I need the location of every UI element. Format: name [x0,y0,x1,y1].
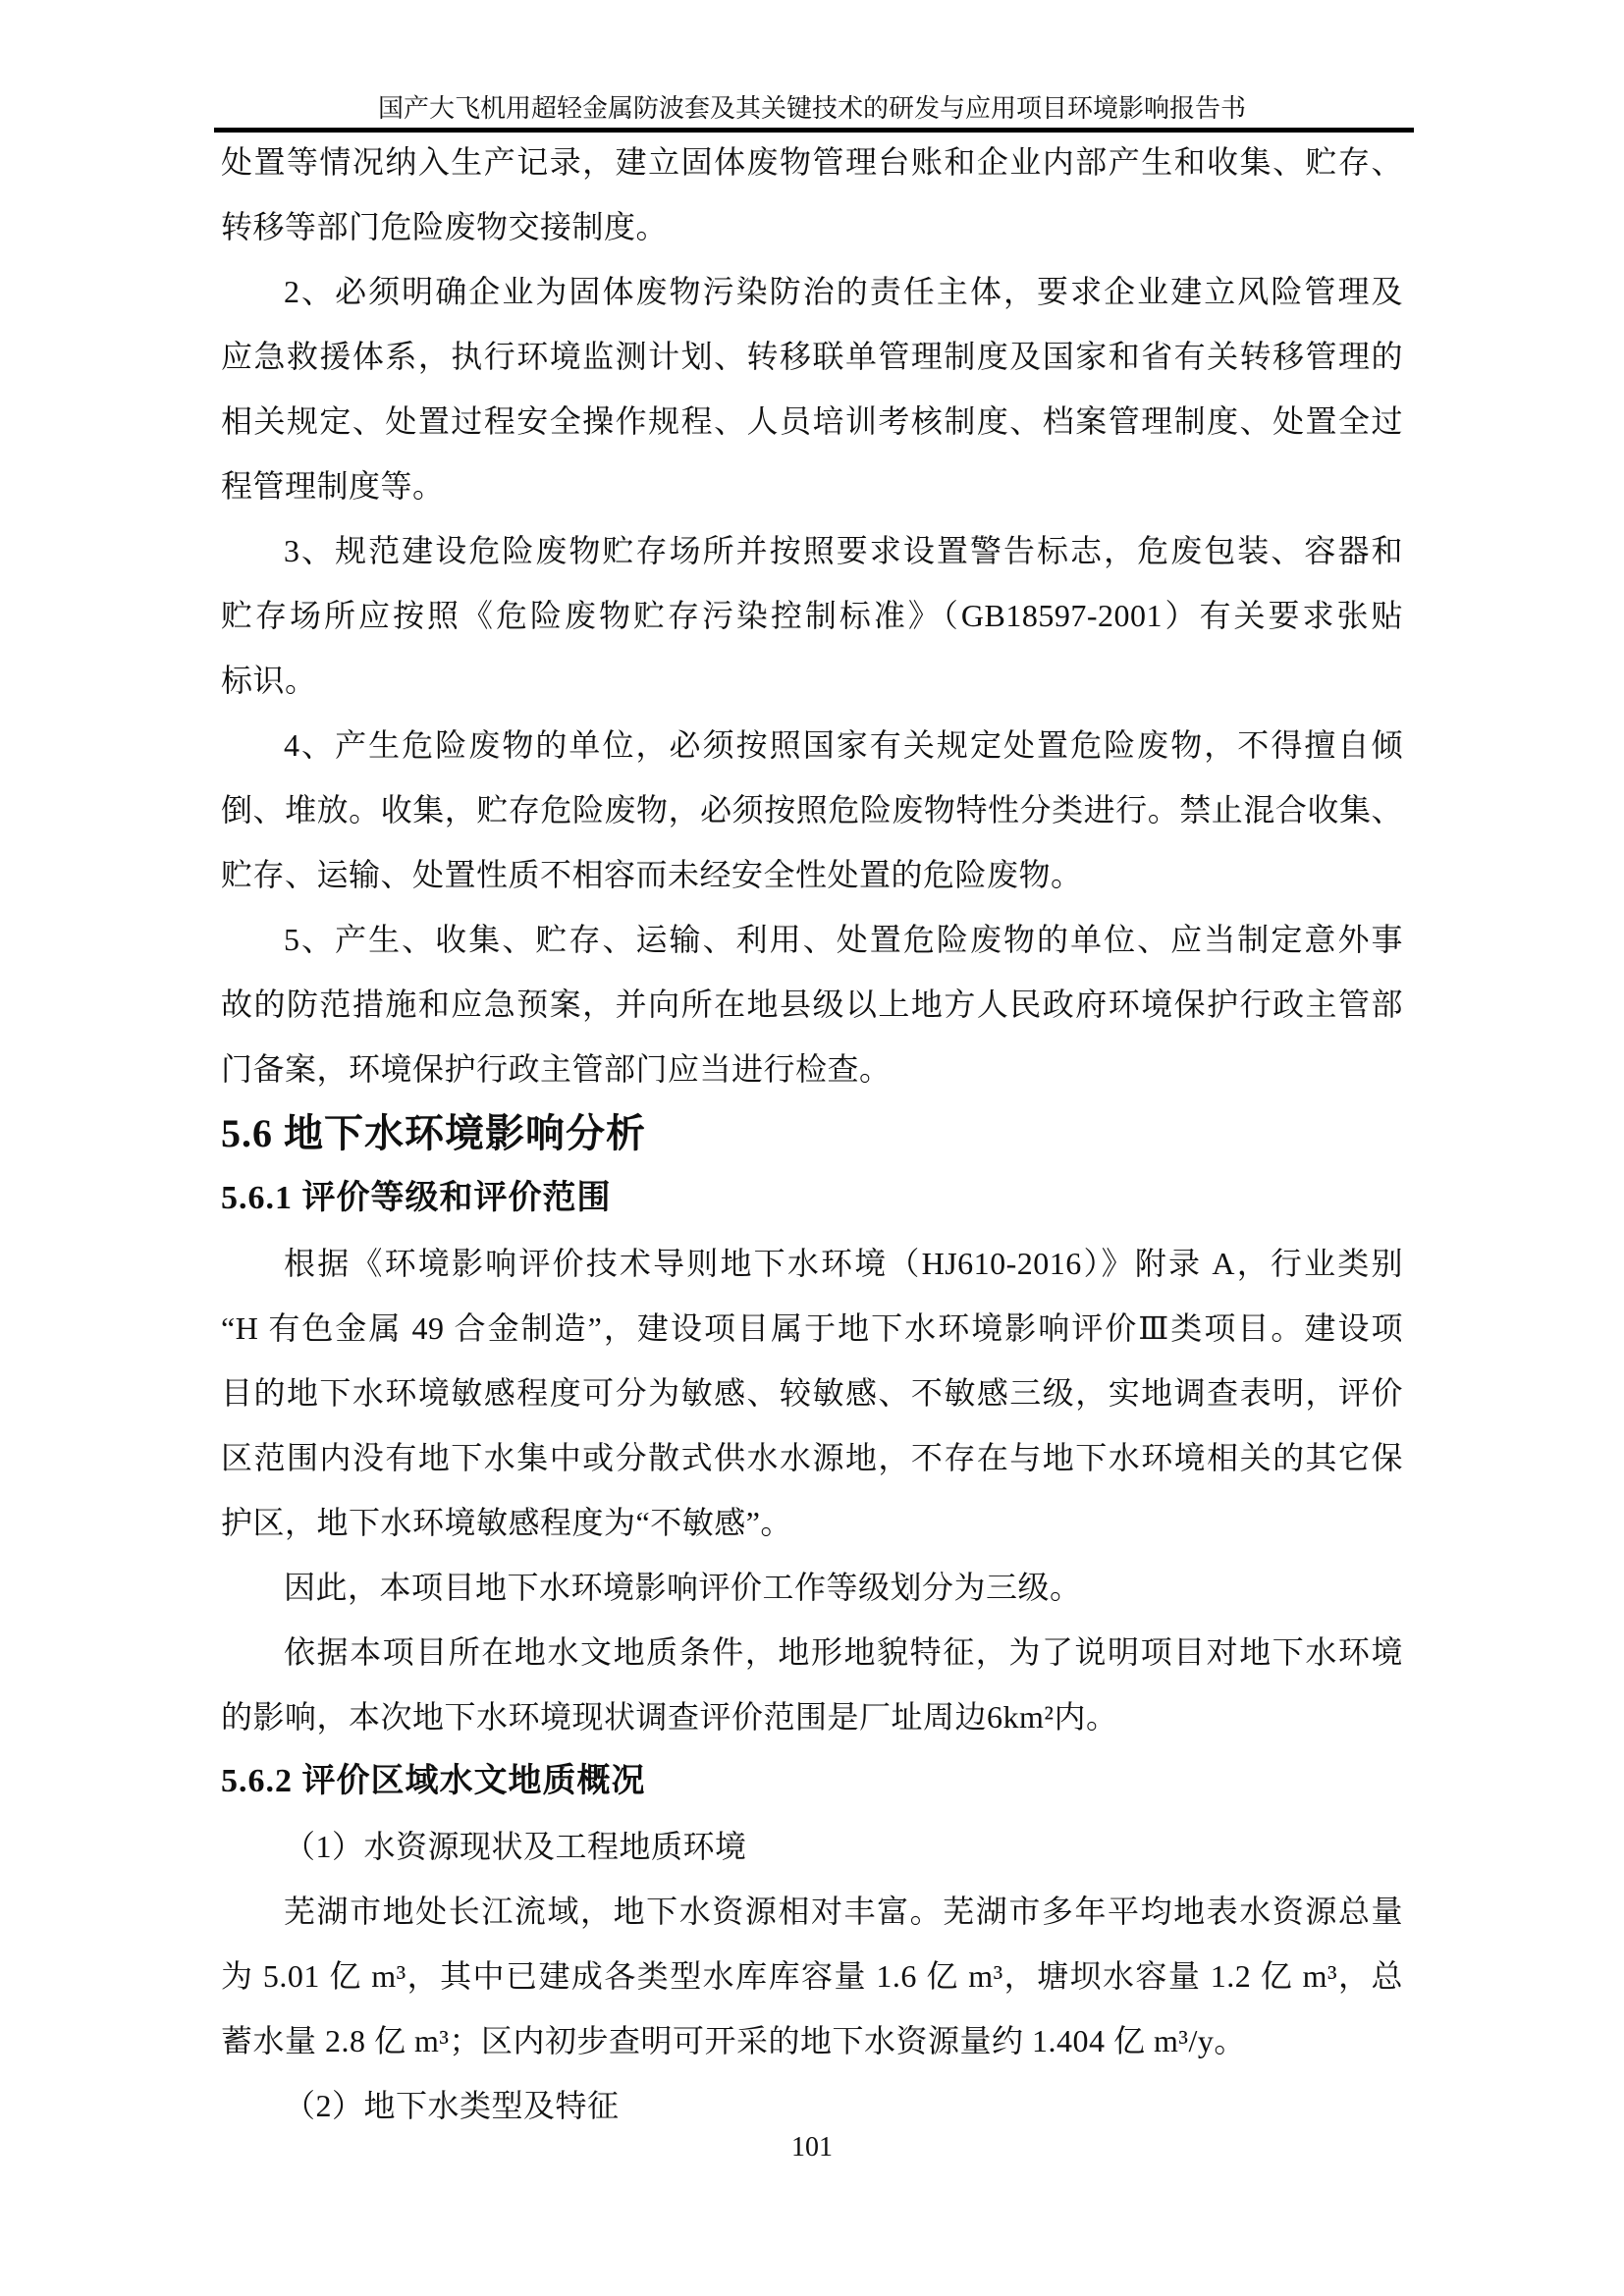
document-body [221,130,1403,2138]
text-line: 4、产生危险废物的单位，必须按照国家有关规定处置危险废物，不得擅自倾 [284,727,1403,763]
text-line: 倒、堆放。收集，贮存危险废物，必须按照危险废物特性分类进行。禁止混合收集、 [221,792,1403,828]
text-line: 5、产生、收集、贮存、运输、利用、处置危险废物的单位、应当制定意外事 [284,922,1403,957]
text-line: （2）地下水类型及特征 [284,2088,620,2123]
text-line: 区范围内没有地下水集中或分散式供水水源地，不存在与地下水环境相关的其它保 [221,1440,1403,1475]
section-heading: 5.6.2 评价区域水文地质概况 [221,1763,646,1799]
text-line: 处置等情况纳入生产记录，建立固体废物管理台账和企业内部产生和收集、贮存、 [221,144,1403,180]
text-line: 依据本项目所在地水文地质条件，地形地貌特征，为了说明项目对地下水环境 [284,1634,1403,1670]
text-line: 3、规范建设危险废物贮存场所并按照要求设置警告标志，危废包装、容器和 [284,533,1403,568]
text-line: 转移等部门危险废物交接制度。 [221,209,669,244]
text-line: 因此，本项目地下水环境影响评价工作等级划分为三级。 [284,1570,1082,1605]
text-line: 蓄水量 2.8 亿 m³；区内初步查明可开采的地下水资源量约 1.404 亿 m³/y。 [221,2023,1246,2058]
text-line: 为 5.01 亿 m³，其中已建成各类型水库库容量 1.6 亿 m³，塘坝水容量 1.2 亿 m³，总 [221,1958,1403,1994]
text-line: “H 有色金属 49 合金制造”，建设项目属于地下水环境影响评价Ⅲ类项目。建设项 [221,1310,1403,1346]
text-line: 目的地下水环境敏感程度可分为敏感、较敏感、不敏感三级，实地调查表明，评价 [221,1375,1403,1411]
text-line: 2、必须明确企业为固体废物污染防治的责任主体，要求企业建立风险管理及 [284,274,1403,309]
section-heading: 5.6 地下水环境影响分析 [221,1111,646,1155]
text-line: 门备案，环境保护行政主管部门应当进行检查。 [221,1051,892,1087]
page-header-title: 国产大飞机用超轻金属防波套及其关键技术的研发与应用项目环境影响报告书 [377,94,1246,123]
text-line: 芜湖市地处长江流域，地下水资源相对丰富。芜湖市多年平均地表水资源总量 [284,1894,1403,1929]
text-line: 贮存、运输、处置性质不相容而未经安全性处置的危险废物。 [221,857,1083,892]
text-line: 护区，地下水环境敏感程度为“不敏感”。 [221,1505,792,1540]
text-line: 根据《环境影响评价技术导则地下水环境（HJ610-2016）》附录 A，行业类别 [284,1246,1403,1281]
text-line: 程管理制度等。 [221,468,445,504]
section-heading: 5.6.1 评价等级和评价范围 [221,1180,612,1216]
text-line: （1）水资源现状及工程地质环境 [284,1829,747,1864]
text-line: 的影响，本次地下水环境现状调查评价范围是厂址周边6km²内。 [221,1699,1118,1735]
text-line: 相关规定、处置过程安全操作规程、人员培训考核制度、档案管理制度、处置全过 [221,403,1403,439]
text-line: 应急救援体系，执行环境监测计划、转移联单管理制度及国家和省有关转移管理的 [221,339,1403,374]
page-number: 101 [791,2132,833,2163]
text-line: 贮存场所应按照《危险废物贮存污染控制标准》（GB18597-2001）有关要求张贴 [221,598,1403,633]
text-line: 标识。 [221,663,317,698]
text-line: 故的防范措施和应急预案，并向所在地县级以上地方人民政府环境保护行政主管部 [221,987,1403,1022]
